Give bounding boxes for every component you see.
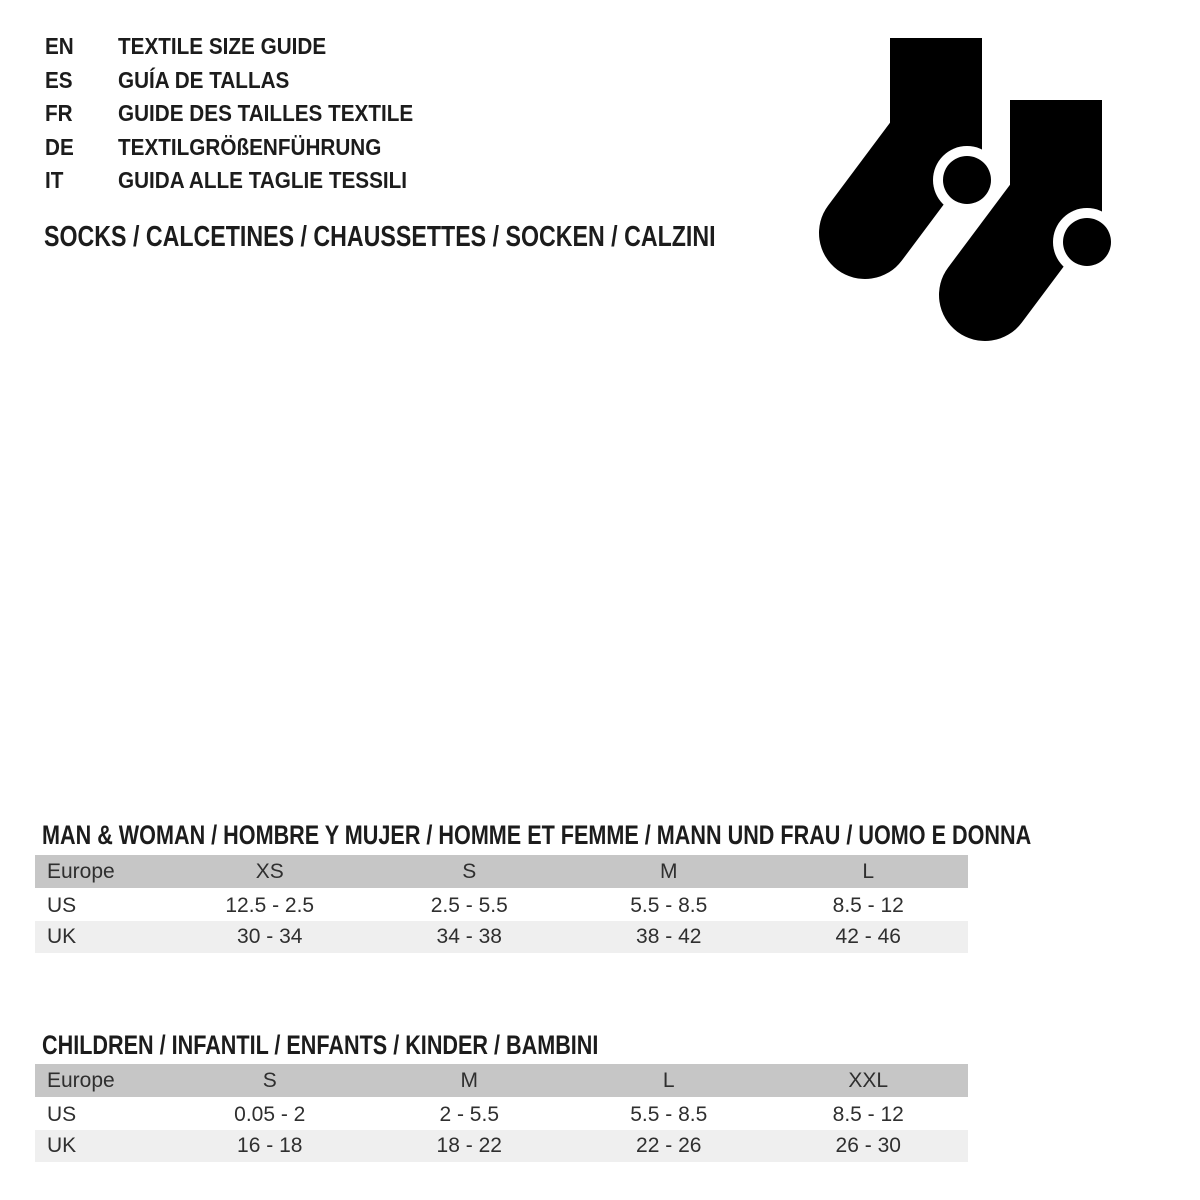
size-value: 26 - 30 [835, 1134, 901, 1157]
language-row-it [45, 164, 446, 198]
size-value: 22 - 26 [636, 1134, 702, 1157]
size-value: 18 - 22 [436, 1134, 502, 1157]
size-value: 5.5 - 8.5 [630, 894, 708, 917]
language-code: IT [45, 167, 64, 194]
table-header-row [35, 855, 968, 888]
language-label: GUIDA ALLE TAGLIE TESSILI [118, 167, 408, 194]
language-code: DE [45, 133, 74, 160]
language-label: TEXTILGRÖßENFÜHRUNG [118, 133, 382, 160]
language-row-de [45, 131, 446, 165]
header-cell-region: Europe [47, 860, 115, 883]
header-cell-size: XS [255, 860, 284, 883]
row-label: US [47, 894, 77, 917]
size-value: 2.5 - 5.5 [430, 894, 508, 917]
sock-right-shape [985, 100, 1121, 295]
table-row-uk [35, 1130, 968, 1162]
language-title-list [45, 30, 446, 198]
size-value: 34 - 38 [436, 925, 502, 948]
row-label: US [47, 1103, 77, 1126]
language-label: GUÍA DE TALLAS [118, 66, 290, 93]
table-title-man-woman: MAN & WOMAN / HOMBRE Y MUJER / HOMME ET FEMME / MANN UND FRAU / UOMO E DONNA [42, 820, 1032, 850]
sock-left-shape [865, 38, 1001, 233]
size-value: 30 - 34 [237, 925, 303, 948]
header-cell-size: S [262, 1069, 277, 1092]
product-category-line: SOCKS / CALCETINES / CHAUSSETTES / SOCKEN / CALZINI [44, 221, 716, 253]
table-row-us [35, 1099, 968, 1130]
table-row-uk [35, 921, 968, 953]
size-value: 2 - 5.5 [439, 1103, 500, 1126]
size-value: 38 - 42 [636, 925, 702, 948]
size-value: 8.5 - 12 [832, 1103, 904, 1126]
header-cell-size: XXL [848, 1069, 889, 1092]
header-cell-size: L [662, 1069, 675, 1092]
language-row-fr [45, 97, 446, 131]
header-cell-size: S [462, 860, 477, 883]
language-label: TEXTILE SIZE GUIDE [118, 33, 327, 60]
language-row-es [45, 64, 446, 98]
language-code: EN [45, 33, 74, 60]
language-row-en [45, 30, 446, 64]
header-cell-region: Europe [47, 1069, 115, 1092]
size-value: 12.5 - 2.5 [225, 894, 315, 917]
table-title-children: CHILDREN / INFANTIL / ENFANTS / KINDER / BAMBINI [42, 1030, 599, 1060]
size-table-man-woman [35, 855, 968, 953]
language-code: ES [45, 66, 73, 93]
header-cell-size: L [862, 860, 875, 883]
size-value: 16 - 18 [237, 1134, 303, 1157]
size-value: 5.5 - 8.5 [630, 1103, 708, 1126]
size-value: 8.5 - 12 [832, 894, 904, 917]
language-code: FR [45, 100, 73, 127]
size-value: 42 - 46 [835, 925, 901, 948]
table-header-row [35, 1064, 968, 1097]
header-cell-size: M [660, 860, 678, 883]
socks-icon [805, 15, 1135, 355]
row-label: UK [47, 1134, 77, 1157]
language-label: GUIDE DES TAILLES TEXTILE [118, 100, 414, 127]
header-cell-size: M [460, 1069, 478, 1092]
size-table-children [35, 1064, 968, 1162]
table-row-us [35, 890, 968, 921]
size-value: 0.05 - 2 [234, 1103, 306, 1126]
row-label: UK [47, 925, 77, 948]
